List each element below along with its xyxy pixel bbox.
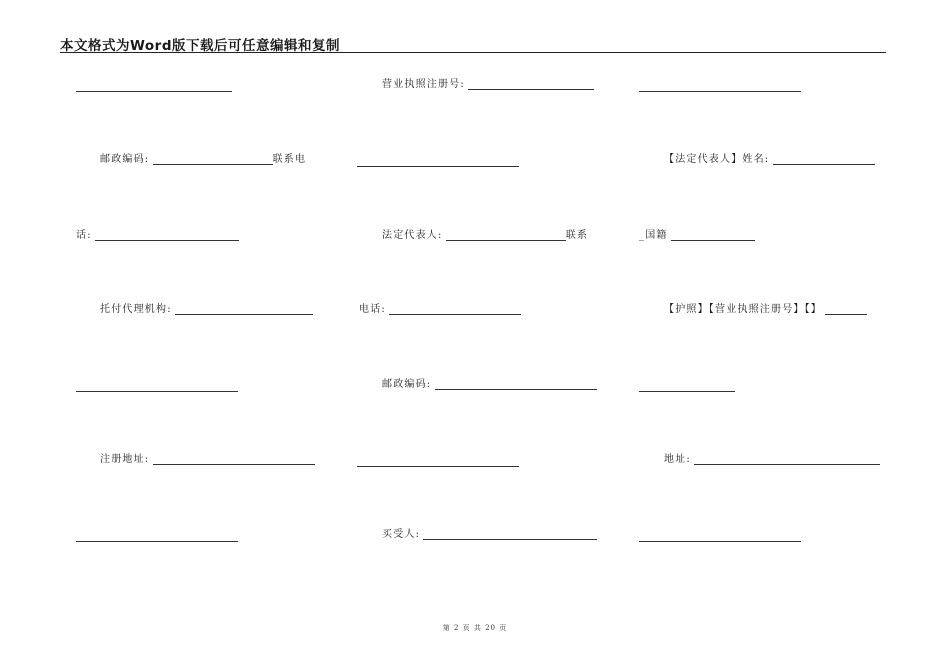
input-line[interactable] [694,454,880,465]
field-label: 买受人: [382,529,421,540]
input-line[interactable] [389,304,521,315]
legal-rep-field [382,229,588,243]
field-label: 【法定代表人】姓名: [664,154,770,165]
phone-field [359,303,521,317]
field-label: 注册地址: [100,454,150,465]
field-label: 地址: [664,454,691,465]
field-label: 营业执照注册号: [382,79,465,90]
field-label: 托付代理机构: [100,304,172,315]
legal-rep-name-field [664,153,875,167]
input-line[interactable] [773,154,875,165]
blank-line [76,540,238,542]
reg-address-field [100,453,315,467]
input-line[interactable] [825,304,867,315]
buyer-field [382,528,597,542]
input-line[interactable] [468,79,594,90]
blank-line [639,390,735,392]
input-line[interactable] [153,454,315,465]
postal-code-field [100,153,306,167]
agent-field [100,303,313,317]
postal-code-field-2 [382,378,597,392]
field-label: 联系电 [272,154,307,165]
passport-field [664,303,867,317]
field-label: 邮政编码: [100,154,150,165]
blank-line [639,90,801,92]
input-line[interactable] [435,379,597,390]
field-label: 联系 [565,230,589,241]
business-reg-no-field [382,78,594,92]
field-label: 法定代表人: [382,230,443,241]
nationality-field [639,229,755,243]
field-label: 邮政编码: [382,379,432,390]
field-label: 电话: [359,304,386,315]
input-line[interactable] [153,154,273,165]
page-header [60,34,886,53]
input-line[interactable] [446,230,566,241]
input-line[interactable] [671,230,755,241]
blank-line [357,465,519,467]
input-line[interactable] [423,529,597,540]
tel-field [76,229,239,243]
input-line[interactable] [95,230,239,241]
input-line[interactable] [175,304,313,315]
blank-line [639,540,801,542]
address-field [664,453,880,467]
blank-line [76,90,232,92]
field-label: 话: [76,230,92,241]
field-label: _国籍 [639,230,668,241]
header-title: 本文格式为Word版下载后可任意编辑和复制 [60,38,341,54]
blank-line [357,165,519,167]
field-label: 【护照】【营业执照注册号】【】 [664,304,822,315]
blank-line [76,390,238,392]
page-number: 第 2 页 共 20 页 [442,624,508,632]
